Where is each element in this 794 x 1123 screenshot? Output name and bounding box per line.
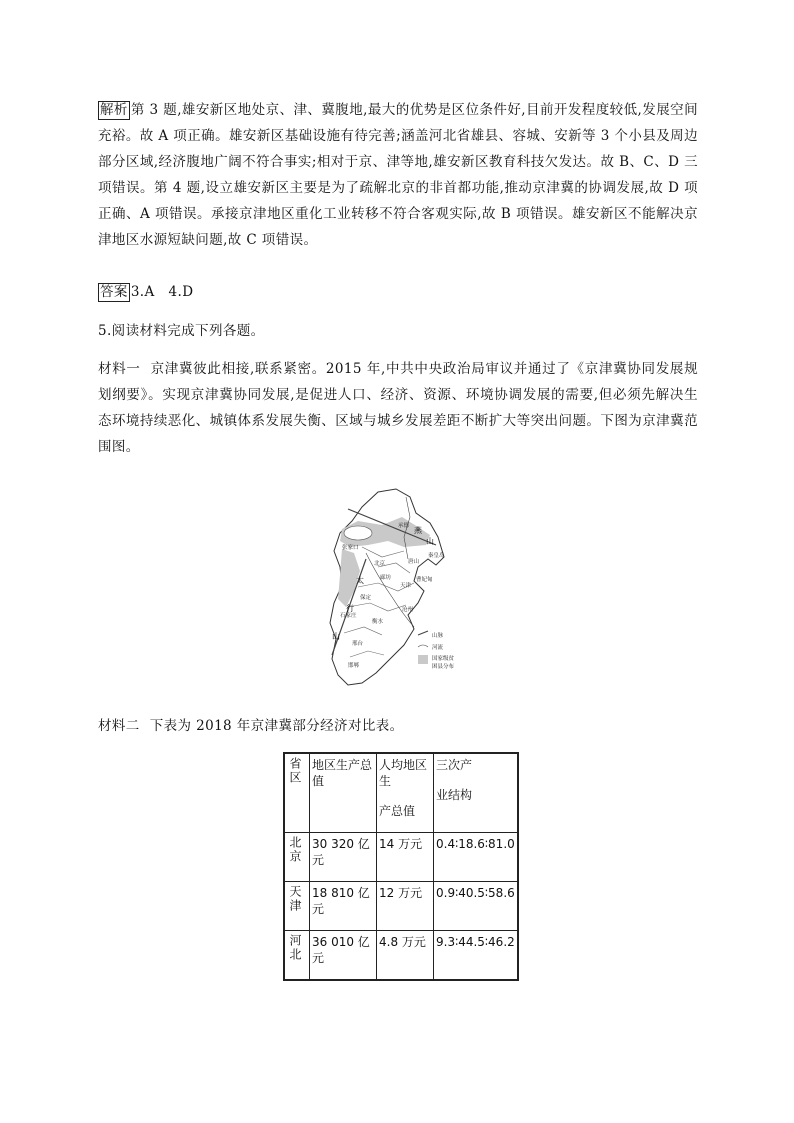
table-header-row [284, 753, 518, 833]
label-tai: 太 [356, 576, 364, 585]
city-langfang: 廊坊 [380, 575, 392, 581]
analysis-tag: 解析 [100, 102, 128, 118]
label-shan-1: 山 [426, 537, 434, 546]
city-handan: 邯郸 [348, 663, 360, 669]
map-legend [418, 631, 455, 670]
city-tangshan: 唐山 [408, 559, 420, 565]
material-1 [98, 356, 698, 460]
table-row [284, 882, 518, 931]
city-shijiazhuang: 石家庄 [340, 613, 357, 619]
table-row [284, 833, 518, 882]
city-hengshui: 衡水 [372, 619, 384, 625]
cell-structure: 9.3∶44.5∶46.2 [434, 931, 518, 981]
cell-gdp: 18 810 亿元 [310, 882, 377, 931]
economy-table [283, 752, 519, 981]
city-zhangjiakou: 张家口 [342, 545, 359, 551]
cell-gdp: 36 010 亿元 [310, 931, 377, 981]
legend-river-symbol [418, 645, 428, 647]
cell-region: 河北 [284, 931, 310, 981]
label-yan: 燕 [414, 526, 422, 535]
header-region: 省区 [284, 753, 310, 833]
question-5: 5.阅读材料完成下列各题。 [98, 323, 265, 339]
cell-region: 北京 [284, 833, 310, 882]
analysis-text: 第 3 题,雄安新区地处京、津、冀腹地,最大的优势是区位条件好,目前开发程度较低,发展空间充裕。故 A 项正确。雄安新区基础设施有待完善;涵盖河北省雄县、容城、安新等 3 个小县及周边部分区域,经济腹地广阔不符合事实;相对于京、津等地,雄安新区教育科技欠发达。故 B、C、D 三项错误。第 4 题,设立雄安新区主要是为了疏解北京的非首都功能,推动京津冀的协调发展,故 D 项正确、A 项错误。承接京津地区重化工业转移不符合客观实际,故 B 项错误。雄安新区不能解决京津地区水源短缺问题,故 C 项错误。 [98, 102, 698, 248]
cell-region: 天津 [284, 882, 310, 931]
legend-poverty-label-1: 国家级贫 [432, 656, 455, 662]
cell-structure: 0.4∶18.6∶81.0 [434, 833, 518, 882]
label-hang: 行 [346, 604, 354, 613]
header-gdp: 地区生产总值 [310, 753, 377, 833]
legend-river-label: 河流 [432, 645, 444, 651]
answer-paragraph [98, 279, 698, 305]
plateau-white [344, 526, 372, 540]
material-1-text: 京津冀彼此相接,联系紧密。2015 年,中共中央政治局审议并通过了《京津冀协同发展规划纲要》。实现京津冀协同发展,是促进人口、经济、资源、环境协调发展的需要,但必须先解决生态环境持续恶化、城镇体系发展失衡、区域与城乡发展差距不断扩大等突出问题。下图为京津冀范围图。 [98, 361, 699, 455]
cell-per-capita: 14 万元 [377, 833, 434, 882]
cell-structure: 0.9∶40.5∶58.6 [434, 882, 518, 931]
label-shan-2: 山 [332, 632, 340, 641]
legend-poverty-label-2: 困县分布 [432, 664, 455, 670]
city-xingtai: 邢台 [352, 641, 364, 647]
material-2-label: 材料二 [98, 718, 140, 734]
header-per-capita: 人均地区生 产总值 [377, 753, 434, 833]
table-row [284, 931, 518, 981]
cell-per-capita: 12 万元 [377, 882, 434, 931]
cell-per-capita: 4.8 万元 [377, 931, 434, 981]
material-2-text: 下表为 2018 年京津冀部分经济对比表。 [149, 718, 404, 734]
city-tianjin: 天津 [400, 583, 412, 589]
answer-tag: 答案 [100, 284, 128, 300]
answer-text: 3.A 4.D [130, 284, 194, 300]
legend-mountain-label: 山脉 [432, 633, 444, 639]
legend-mountain-symbol [418, 631, 428, 635]
city-caofeidian: 曹妃甸 [416, 577, 433, 583]
header-structure: 三次产 业结构 [434, 753, 518, 833]
city-cangzhou: 沧州 [402, 607, 414, 613]
city-baoding: 保定 [360, 595, 372, 601]
cell-gdp: 30 320 亿元 [310, 833, 377, 882]
city-beijing: 北京 [374, 561, 386, 567]
analysis-paragraph [98, 97, 698, 253]
legend-poverty-swatch [418, 655, 428, 664]
material-2 [98, 713, 698, 739]
city-chengde: 承德 [398, 523, 410, 529]
jingjinji-map [318, 487, 486, 687]
city-qinhuangdao: 秦皇岛 [428, 553, 445, 559]
material-1-label: 材料一 [98, 361, 141, 377]
